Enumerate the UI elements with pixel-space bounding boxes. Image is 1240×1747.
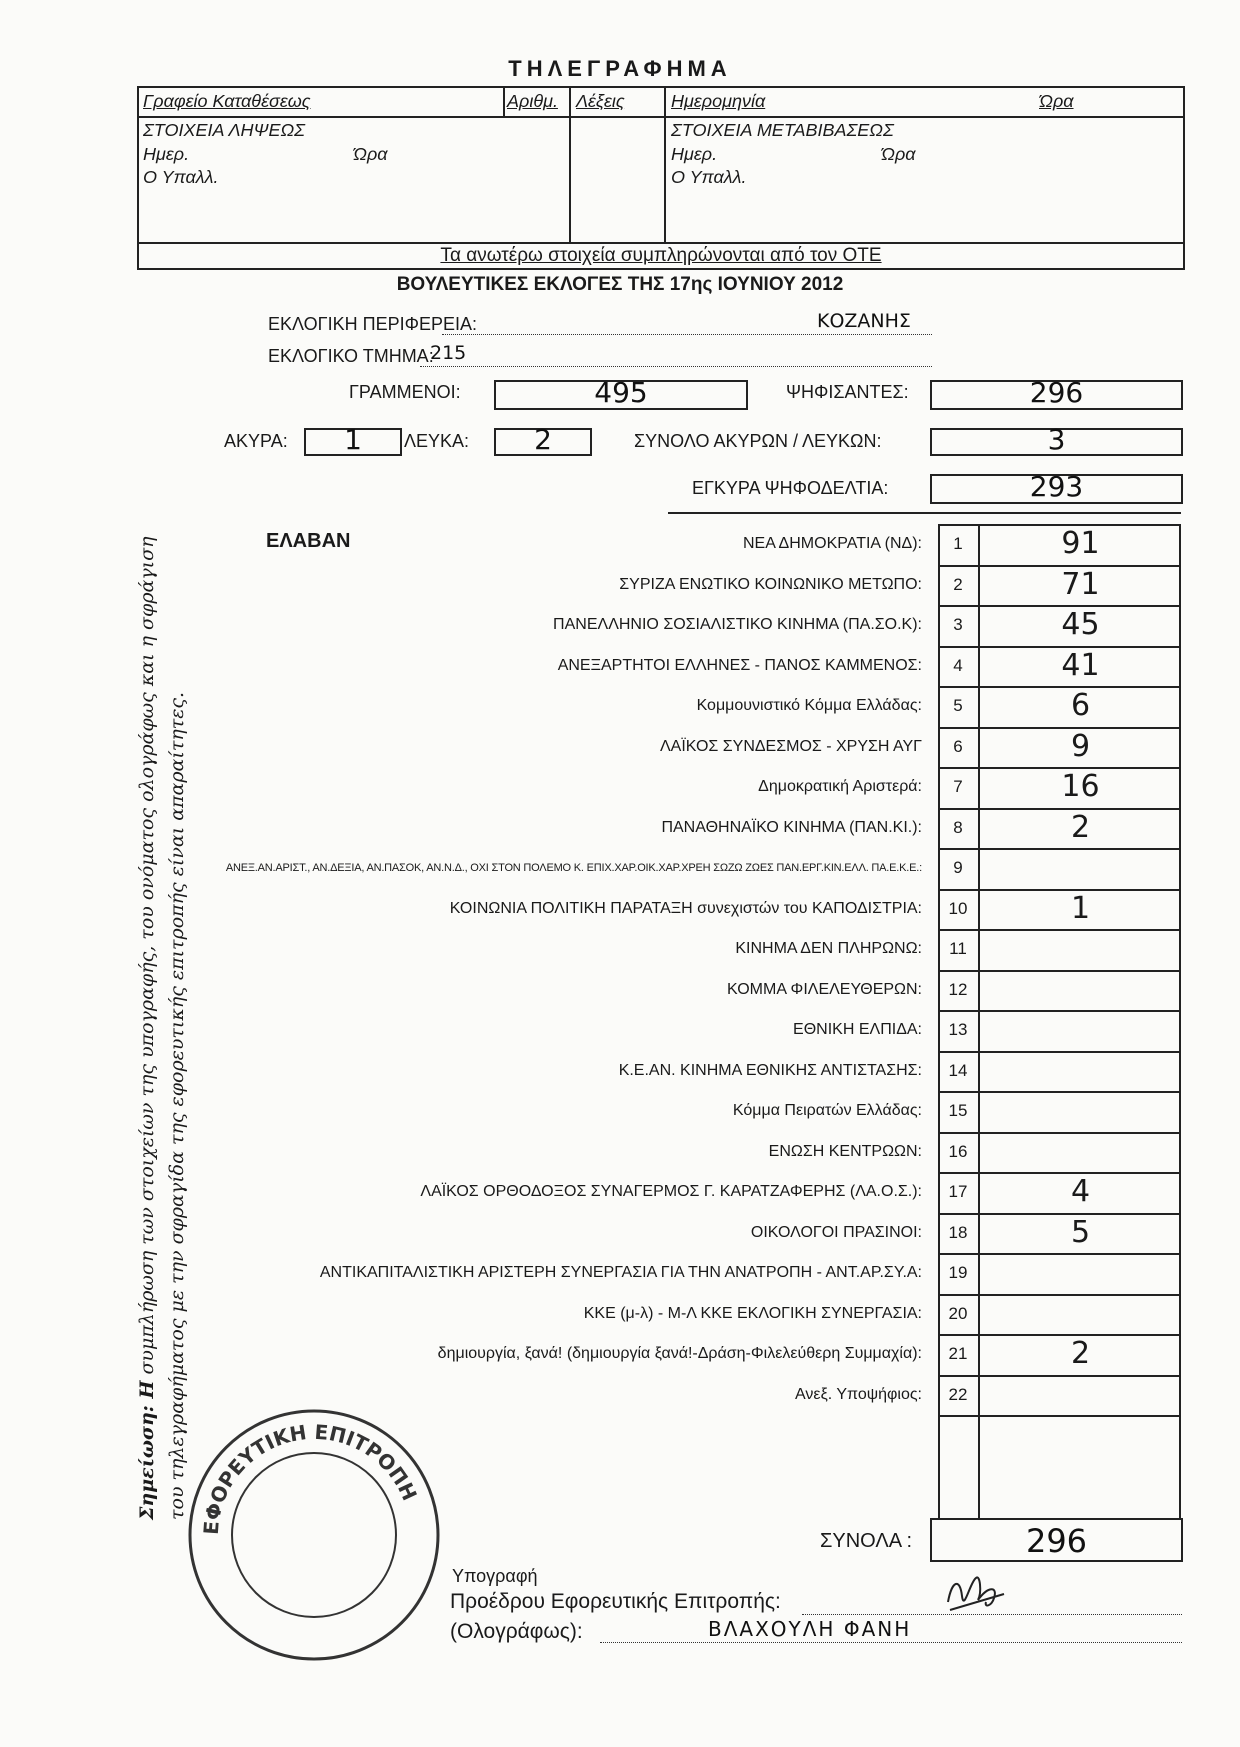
- table-row-line: [938, 1010, 1181, 1012]
- party-number: 3: [953, 615, 963, 634]
- party-votes: 1: [1070, 890, 1091, 926]
- party-number: 1: [953, 534, 963, 553]
- voted-label: ΨΗΦΙΣΑΝΤΕΣ:: [786, 382, 909, 402]
- transmit-clerk: Ο Υπαλλ.: [671, 167, 747, 187]
- table-row-line: [938, 970, 1181, 972]
- time-label: Ώρα: [1039, 91, 1074, 111]
- signature-scribble: [942, 1572, 1012, 1616]
- party-number: 7: [953, 777, 963, 796]
- totals-box: [930, 1518, 1183, 1562]
- party-number: 8: [953, 817, 963, 837]
- party-number: 21: [948, 1344, 968, 1363]
- party-name: ΚΙΝΗΜΑ ΔΕΝ ΠΛΗΡΩΝΩ:: [735, 940, 922, 957]
- party-votes: 5: [1070, 1214, 1091, 1250]
- invalid-blank-total-label: ΣΥΝΟΛΟ ΑΚΥΡΩΝ / ΛΕΥΚΩΝ:: [634, 431, 882, 451]
- ote-note-row: [139, 242, 1183, 270]
- sign-label: Υπογραφή: [452, 1566, 538, 1586]
- party-votes: 4: [1070, 1174, 1091, 1209]
- party-number: 16: [948, 1141, 968, 1161]
- receive-day: Ημερ.: [143, 144, 190, 164]
- party-name: Ανεξ. Υποψήφιος:: [795, 1385, 922, 1403]
- invalid-blank-total-box: [930, 423, 1183, 456]
- party-name: ΣΥΡΙΖΑ ΕΝΩΤΙΚΟ ΚΟΙΝΩΝΙΚΟ ΜΕΤΩΠΟ:: [619, 575, 922, 593]
- section-value: 215: [430, 342, 467, 364]
- registered-box: [494, 376, 748, 410]
- party-name: Δημοκρατική Αριστερά:: [758, 778, 922, 795]
- table-row-line: [938, 1294, 1181, 1296]
- party-name: Κομμουνιστικό Κόμμα Ελλάδας:: [696, 697, 922, 714]
- party-votes: 16: [1061, 769, 1100, 804]
- party-number: 12: [948, 979, 968, 999]
- separator-line: [668, 512, 1181, 514]
- transmit-day: Ημερ.: [671, 144, 718, 164]
- region-field: [442, 312, 932, 335]
- valid-label: ΕΓΚΥΡΑ ΨΗΦΟΔΕΛΤΙΑ:: [692, 478, 889, 498]
- party-name: ΑΝΤΙΚΑΠΙΤΑΛΙΣΤΙΚΗ ΑΡΙΣΤΕΡΗ ΣΥΝΕΡΓΑΣΙΑ ΓΙΑ ΤΗΝ ΑΝΑΤΡΟΠΗ - ΑΝΤ.ΑΡ.ΣΥ.Α:: [319, 1264, 922, 1281]
- table-row-line: [938, 848, 1181, 850]
- blank-label: ΛΕΥΚΑ:: [404, 431, 470, 451]
- table-row-line: [938, 1253, 1181, 1255]
- party-name: ΠΑΝΑΘΗΝΑΪΚΟ ΚΙΝΗΜΑ (ΠΑΝ.ΚΙ.):: [661, 818, 922, 836]
- party-votes: 41: [1061, 647, 1100, 683]
- party-name: ΕΘΝΙΚΗ ΕΛΠΙΔΑ:: [793, 1021, 922, 1038]
- valid-box: [930, 470, 1183, 504]
- party-number: 6: [953, 736, 963, 756]
- region-value: ΚΟΖΑΝΗΣ: [817, 310, 911, 332]
- voted-value: 296: [1029, 376, 1084, 409]
- party-votes: 6: [1070, 688, 1091, 723]
- region-label: ΕΚΛΟΓΙΚΗ ΠΕΡΙΦΕΡΕΙΑ:: [268, 314, 477, 334]
- invalid-blank-total-value: 3: [1047, 423, 1066, 456]
- party-name: ΚΟΙΝΩΝΙΑ ΠΟΛΙΤΙΚΗ ΠΑΡΑΤΑΞΗ συνεχιστών του ΚΑΠΟΔΙΣΤΡΙΑ:: [449, 899, 922, 917]
- party-name: ΕΝΩΣΗ ΚΕΝΤΡΩΩΝ:: [768, 1142, 922, 1160]
- party-name: ΚΚΕ (μ-λ) - Μ-Λ ΚΚΕ ΕΚΛΟΓΙΚΗ ΣΥΝΕΡΓΑΣΙΑ:: [583, 1304, 922, 1322]
- telegraph-header-box: [137, 86, 1185, 270]
- receive-time: Ώρα: [353, 144, 388, 164]
- party-number: 4: [953, 655, 963, 675]
- table-row-line: [938, 1375, 1181, 1377]
- table-row-line: [938, 1091, 1181, 1093]
- stamp-text: ΕΦΟΡΕΥΤΙΚΗ ΕΠΙΤΡΟΠΗ: [198, 1419, 422, 1536]
- party-votes: 2: [1070, 809, 1091, 845]
- table-bottom-line: [938, 1415, 1181, 1417]
- document-title: ΤΗΛΕΓΡΑΦΗΜΑ: [508, 56, 732, 81]
- fullname-field: [600, 1617, 1182, 1643]
- party-name: Κόμμα Πειρατών Ελλάδας:: [732, 1102, 922, 1119]
- registered-value: 495: [594, 376, 648, 409]
- party-name: ΑΝΕΞ.ΑΝ.ΑΡΙΣΤ., ΑΝ.ΔΕΞΙΑ, ΑΝ.ΠΑΣΟΚ, ΑΝ.Ν.Δ., ΟΧΙ ΣΤΟΝ ΠΟΛΕΜΟ Κ. ΕΠΙΧ.ΧΑΡ.ΟΙΚ.ΧΑΡ.ΧΡΕΗ ΣΩΖΩ ΖΩΕΣ ΠΑΝ.ΕΡΓ.ΚΙΝ.ΕΛΛ. ΠΑ.Ε.Κ.Ε.:: [225, 862, 922, 874]
- date-label: Ημερομηνία: [671, 91, 766, 111]
- party-number: 15: [948, 1101, 968, 1120]
- party-name: ΝΕΑ ΔΗΜΟΚΡΑΤΙΑ (ΝΔ):: [742, 535, 922, 552]
- party-name: ΟΙΚΟΛΟΓΟΙ ΠΡΑΣΙΝΟΙ:: [750, 1223, 922, 1241]
- invalid-box: [304, 423, 402, 456]
- party-number: 17: [948, 1182, 968, 1201]
- ote-note: Τα ανωτέρω στοιχεία συμπληρώνονται από τον ΟΤΕ: [440, 245, 882, 266]
- party-number: 10: [948, 898, 968, 918]
- section-label: ΕΚΛΟΓΙΚΟ ΤΜΗΜΑ:: [268, 346, 434, 366]
- side-note-line2: του τηλεγραφήματος με την σφραγίδα της εφορευτικής επιτροπής είναι απαραίτητες.: [166, 691, 188, 1520]
- table-row-line: [938, 929, 1181, 931]
- party-name: Κ.Ε.ΑΝ. ΚΙΝΗΜΑ ΕΘΝΙΚΗΣ ΑΝΤΙΣΤΑΣΗΣ:: [618, 1061, 922, 1079]
- voted-box: [930, 376, 1183, 410]
- president-label: Προέδρου Εφορευτικής Επιτροπής:: [450, 1590, 781, 1613]
- registered-label: ΓΡΑΜΜΕΝΟΙ:: [349, 382, 461, 402]
- transmit-title: ΣΤΟΙΧΕΙΑ ΜΕΤΑΒΙΒΑΣΕΩΣ: [671, 120, 894, 140]
- valid-value: 293: [1029, 470, 1084, 503]
- office-label: Γραφείο Καταθέσεως: [143, 91, 311, 111]
- words-label: Λέξεις: [576, 91, 625, 111]
- totals-value: 296: [1025, 1522, 1088, 1560]
- side-note: [132, 500, 192, 1520]
- receive-title: ΣΤΟΙΧΕΙΑ ΛΗΨΕΩΣ: [143, 120, 305, 140]
- transmit-time: Ώρα: [881, 144, 916, 164]
- party-votes: 2: [1070, 1336, 1091, 1371]
- election-title: ΒΟΥΛΕΥΤΙΚΕΣ ΕΚΛΟΓΕΣ ΤΗΣ 17ης ΙΟΥΝΙΟΥ 2012: [396, 274, 844, 295]
- party-votes: 71: [1061, 566, 1100, 602]
- party-name: ΛΑΪΚΟΣ ΟΡΘΟΔΟΞΟΣ ΣΥΝΑΓΕΡΜΟΣ Γ. ΚΑΡΑΤΖΑΦΕΡΗΣ (ΛΑ.Ο.Σ.):: [420, 1183, 922, 1200]
- party-number: 9: [953, 858, 963, 877]
- president-signature-field: [802, 1592, 1182, 1615]
- blank-box: [494, 423, 592, 456]
- number-label: Αριθμ.: [507, 91, 558, 111]
- blank-value: 2: [534, 423, 552, 456]
- party-votes: 91: [1061, 526, 1100, 561]
- official-stamp: [185, 1406, 443, 1664]
- receive-clerk: Ο Υπαλλ.: [143, 167, 219, 187]
- totals-label: ΣΥΝΟΛΑ :: [820, 1530, 913, 1552]
- table-row-line: [938, 1132, 1181, 1134]
- fullname-label: (Ολογράφως):: [450, 1620, 583, 1643]
- party-name: δημιουργία, ξανά! (δημιουργία ξανά!-Δράση-Φιλελεύθερη Συμμαχία):: [437, 1345, 922, 1362]
- party-votes: 9: [1070, 728, 1091, 764]
- side-note-line1: συμπλήρωση των στοιχείων της υπογραφής, του ονόματος ολογράφως και η σφράγιση: [136, 536, 158, 1375]
- party-name: ΠΑΝΕΛΛΗΝΙΟ ΣΟΣΙΑΛΙΣΤΙΚΟ ΚΙΝΗΜΑ (ΠΑ.ΣΟ.Κ):: [553, 616, 922, 633]
- fullname-value: ΒΛΑΧΟΥΛΗ ΦΑΝΗ: [708, 1617, 912, 1641]
- party-number: 2: [953, 574, 963, 594]
- party-number: 20: [948, 1303, 968, 1323]
- invalid-value: 1: [344, 423, 362, 456]
- party-name: ΑΝΕΞΑΡΤΗΤΟΙ ΕΛΛΗΝΕΣ - ΠΑΝΟΣ ΚΑΜΜΕΝΟΣ:: [557, 656, 922, 674]
- received-label: ΕΛΑΒΑΝ: [266, 530, 351, 552]
- invalid-label: ΑΚΥΡΑ:: [224, 431, 288, 451]
- party-number: 14: [948, 1060, 968, 1080]
- party-number: 22: [948, 1384, 968, 1404]
- party-name: ΛΑΪΚΟΣ ΣΥΝΔΕΣΜΟΣ - ΧΡΥΣΗ ΑΥΓ: [659, 737, 922, 755]
- party-number: 5: [953, 696, 963, 715]
- party-number: 13: [948, 1020, 968, 1039]
- party-name: ΚΟΜΜΑ ΦΙΛΕΛΕΥΘΕΡΩΝ:: [727, 980, 922, 998]
- party-number: 18: [948, 1222, 968, 1242]
- party-number: 11: [949, 939, 967, 958]
- party-votes: 45: [1061, 607, 1100, 642]
- table-row-line: [938, 1051, 1181, 1053]
- section-field: [420, 344, 932, 367]
- side-note-bold: Σημείωση: Η: [136, 1380, 158, 1520]
- party-number: 19: [948, 1263, 968, 1282]
